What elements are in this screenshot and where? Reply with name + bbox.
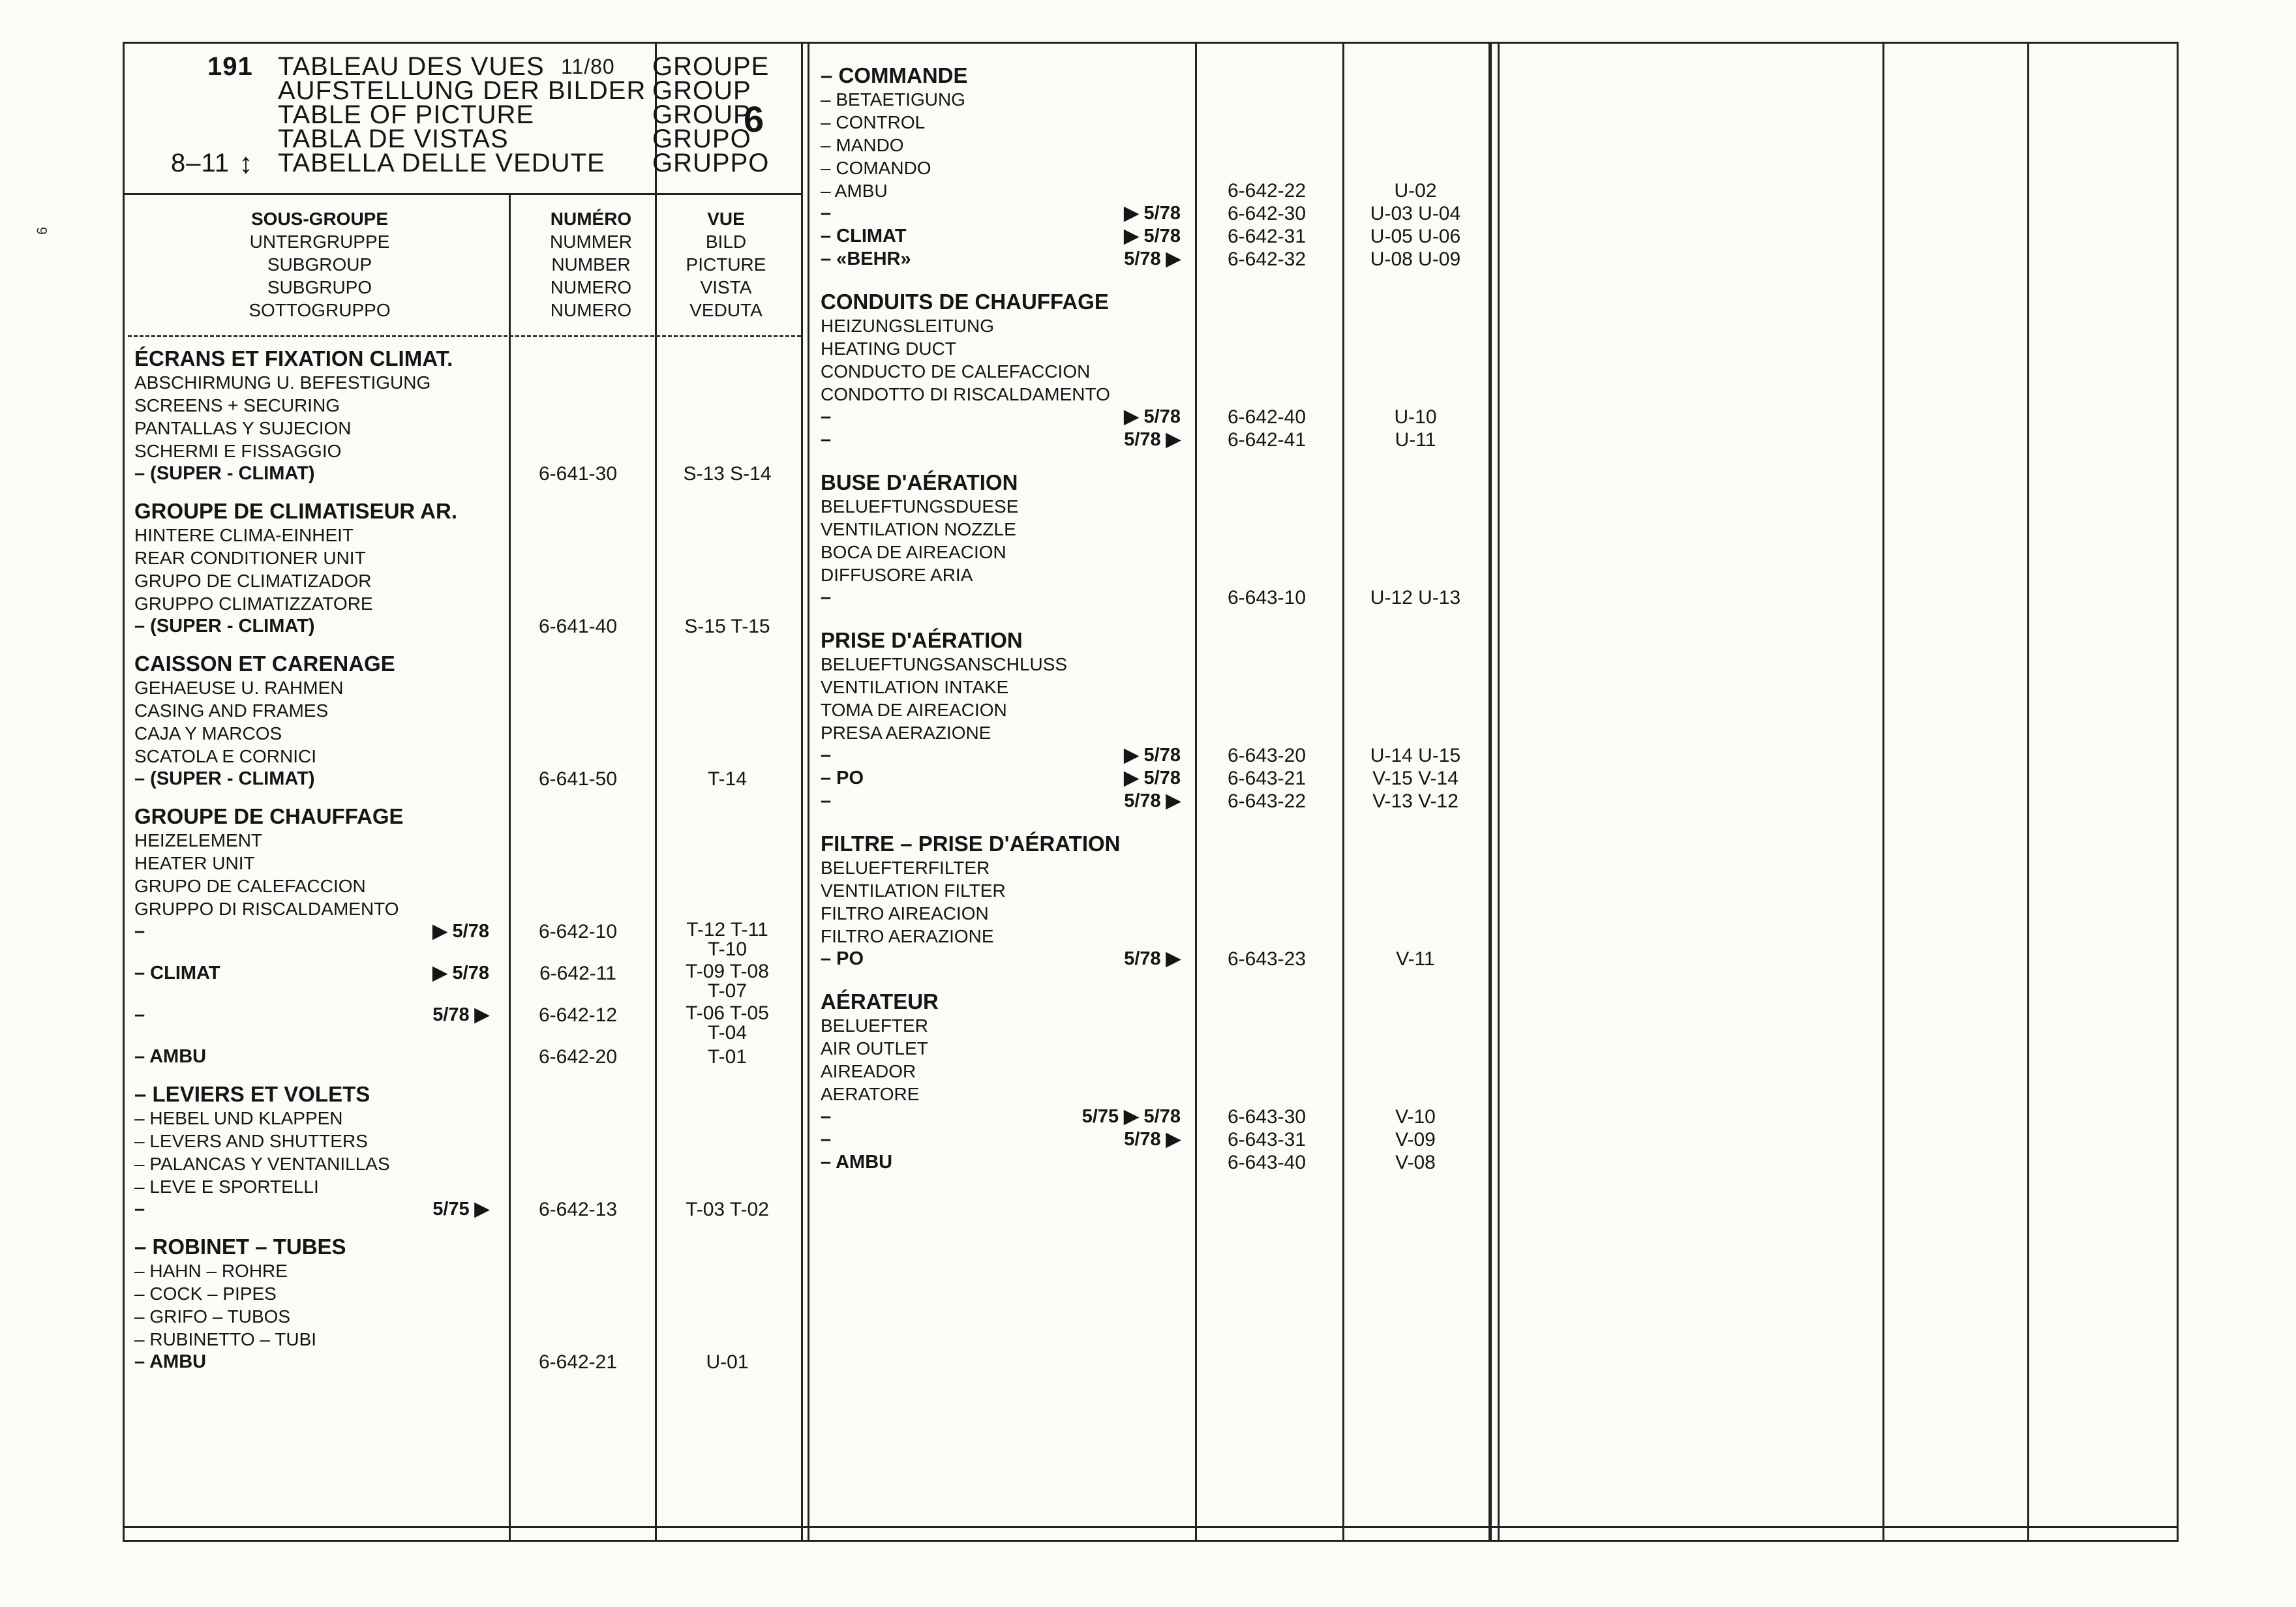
section-line: BOCA DE AIREACION <box>821 542 1006 562</box>
row-date: ▶ 5/78 <box>1124 226 1181 247</box>
subheader-rule <box>128 335 801 337</box>
row-date: 5/78 ▶ <box>1124 248 1181 269</box>
row-vue: T-03 T-02 <box>686 1199 769 1220</box>
row-vue: T-01 <box>707 1046 748 1068</box>
row-number: 6-643-31 <box>1227 1129 1307 1150</box>
row-label: – <box>134 1004 145 1025</box>
section-line: – RUBINETTO – TUBI <box>134 1329 317 1349</box>
row-label: – <box>821 203 832 224</box>
row-date: 5/75 ▶ <box>432 1199 489 1220</box>
col-vue-4: VEDUTA <box>689 300 763 320</box>
section-line: GRUPO DE CALEFACCION <box>134 876 366 896</box>
row-label: – <box>134 1199 145 1220</box>
row-label: – PO <box>821 948 864 969</box>
section-title: CONDUITS DE CHAUFFAGE <box>821 290 1109 314</box>
col-vue-2: PICTURE <box>686 254 766 275</box>
row-vue: U-03 U-04 <box>1370 203 1461 224</box>
row-number: 6-642-20 <box>538 1046 618 1068</box>
section-line: – BETAETIGUNG <box>821 89 965 110</box>
row-date: 5/75 ▶ 5/78 <box>1081 1106 1181 1127</box>
col-vue-1: BILD <box>705 232 747 252</box>
col-header-sousgroupe <box>130 207 509 322</box>
title-it: TABELLA DELLE VEDUTE <box>278 149 605 177</box>
section-line: SCATOLA E CORNICI <box>134 746 317 766</box>
row-number: 6-642-32 <box>1227 248 1307 270</box>
section-title: – COMMANDE <box>821 63 968 87</box>
section-title: AÉRATEUR <box>821 989 939 1014</box>
row-date: 5/78 ▶ <box>432 1004 489 1025</box>
section-title: BUSE D'AÉRATION <box>821 470 1018 494</box>
section-line: CONDUCTO DE CALEFACCION <box>821 361 1091 382</box>
section-line: DIFFUSORE ARIA <box>821 565 973 585</box>
section-line: AIREADOR <box>821 1061 916 1081</box>
section-line: BELUEFTERFILTER <box>821 858 990 878</box>
row-label: – (SUPER - CLIMAT) <box>134 768 315 789</box>
row-number: 6-643-22 <box>1227 790 1307 812</box>
section-line: FILTRO AERAZIONE <box>821 926 994 946</box>
section-line: – LEVE E SPORTELLI <box>134 1177 319 1197</box>
section-line: BELUEFTUNGSANSCHLUSS <box>821 654 1068 674</box>
row-vue: U-10 <box>1394 406 1437 428</box>
row-label: – <box>821 1106 832 1127</box>
row-vue: S-15 T-15 <box>684 616 770 637</box>
section-line: VENTILATION NOZZLE <box>821 519 1016 539</box>
col-num-0: NUMÉRO <box>550 209 632 229</box>
col-vue-0: VUE <box>707 209 745 229</box>
row-vue: U-05 U-06 <box>1370 226 1461 247</box>
row-date: ▶ 5/78 <box>432 921 489 942</box>
title-fr: TABLEAU DES VUES <box>278 52 545 81</box>
row-number: 6-642-10 <box>538 921 618 942</box>
section-line: SCHERMI E FISSAGGIO <box>134 441 342 461</box>
row-vue: V-10 <box>1395 1106 1436 1128</box>
section-line: GRUPO DE CLIMATIZADOR <box>134 571 372 591</box>
row-number: 6-642-41 <box>1227 429 1307 451</box>
section-line: – CONTROL <box>821 112 926 132</box>
section-line: HEATING DUCT <box>821 338 956 359</box>
row-date: ▶ 5/78 <box>1124 768 1181 788</box>
row-date: 5/78 ▶ <box>1124 790 1181 811</box>
section-title: – ROBINET – TUBES <box>134 1235 346 1259</box>
row-vue: U-02 <box>1394 180 1437 202</box>
ref-arrow-icon: ↕ <box>239 147 253 179</box>
group-de: GROUP <box>652 76 751 105</box>
row-number: 6-642-21 <box>538 1351 618 1373</box>
row-label: – <box>821 429 832 450</box>
row-vue: V-11 <box>1396 948 1435 970</box>
row-number: 6-642-31 <box>1227 226 1307 247</box>
row-vue: T-06 T-05 T-04 <box>686 1002 769 1044</box>
column-rule <box>1498 42 1500 1542</box>
section-line: SCREENS + SECURING <box>134 395 340 415</box>
row-label: – AMBU <box>134 1351 207 1372</box>
section-line: VENTILATION FILTER <box>821 880 1006 901</box>
col-vue-3: VISTA <box>700 277 752 297</box>
section-line: HINTERE CLIMA-EINHEIT <box>134 525 354 545</box>
row-label: – <box>821 1129 832 1150</box>
row-label: – <box>821 745 832 766</box>
section-title: CAISSON ET CARENAGE <box>134 652 395 676</box>
row-number: 6-643-30 <box>1227 1106 1307 1128</box>
row-number: 6-642-12 <box>538 1004 618 1026</box>
row-vue: T-12 T-11 T-10 <box>686 919 768 960</box>
row-date: 5/78 ▶ <box>1124 1129 1181 1150</box>
ref-code: 8–11 <box>171 149 230 177</box>
row-vue: U-08 U-09 <box>1370 248 1461 270</box>
section-line: BELUEFTER <box>821 1015 928 1036</box>
row-number: 6-643-20 <box>1227 745 1307 766</box>
section-line: – HEBEL UND KLAPPEN <box>134 1108 343 1128</box>
row-label: – CLIMAT <box>134 963 220 984</box>
col-num-4: NUMERO <box>550 300 632 320</box>
section-title: PRISE D'AÉRATION <box>821 628 1023 652</box>
title-de: AUFSTELLUNG DER BILDER <box>278 76 646 105</box>
row-number: 6-642-30 <box>1227 203 1307 224</box>
row-vue: V-09 <box>1395 1129 1436 1150</box>
section-title: ÉCRANS ET FIXATION CLIMAT. <box>134 346 453 370</box>
row-number: 6-643-23 <box>1227 948 1307 970</box>
row-label: – (SUPER - CLIMAT) <box>134 463 315 484</box>
column-rule <box>509 193 511 1542</box>
section-line: – COMANDO <box>821 158 931 178</box>
col-sg-1: UNTERGRUPPE <box>249 232 390 252</box>
row-label: – <box>821 790 832 811</box>
row-vue: U-01 <box>706 1351 749 1373</box>
header-titles <box>278 52 646 177</box>
row-label: – AMBU <box>134 1046 207 1067</box>
row-vue: U-12 U-13 <box>1370 587 1461 608</box>
section-line: GRUPPO DI RISCALDAMENTO <box>134 899 399 919</box>
section-line: AERATORE <box>821 1084 920 1104</box>
section-line: VENTILATION INTAKE <box>821 677 1009 697</box>
row-number: 6-641-50 <box>538 768 618 790</box>
row-label: – CLIMAT <box>821 226 907 247</box>
header-rule <box>123 193 801 195</box>
row-vue: V-13 V-12 <box>1372 790 1458 812</box>
col-num-2: NUMBER <box>551 254 631 275</box>
row-number: 6-643-21 <box>1227 768 1307 789</box>
row-vue: V-08 <box>1395 1152 1436 1173</box>
section-line: – MANDO <box>821 135 904 155</box>
col-num-1: NUMMER <box>550 232 632 252</box>
section-line: FILTRO AIREACION <box>821 903 989 924</box>
row-number: 6-643-10 <box>1227 587 1307 608</box>
group-it: GRUPPO <box>652 149 770 177</box>
column-rule <box>1342 42 1344 1542</box>
row-vue: V-15 V-14 <box>1372 768 1458 789</box>
column-rule <box>2027 42 2029 1542</box>
section-line: CASING AND FRAMES <box>134 700 329 721</box>
row-date: ▶ 5/78 <box>432 963 489 984</box>
row-label: – <box>821 587 832 608</box>
row-number: 6-641-40 <box>538 616 618 637</box>
row-label: – <box>821 406 832 427</box>
group-number: 6 <box>744 98 764 140</box>
group-en: GROUP <box>652 100 751 129</box>
footer-rule <box>123 1526 2179 1528</box>
row-label: – <box>134 921 145 942</box>
section-line: GRUPPO CLIMATIZZATORE <box>134 593 373 614</box>
row-label: – AMBU <box>821 1152 893 1173</box>
section-line: CONDOTTO DI RISCALDAMENTO <box>821 384 1110 404</box>
col-sg-0: SOUS-GROUPE <box>250 209 389 229</box>
section-line: – GRIFO – TUBOS <box>134 1306 291 1327</box>
col-sg-3: SUBGRUPO <box>267 277 372 297</box>
row-number: 6-642-22 <box>1227 180 1307 202</box>
row-date: 5/78 ▶ <box>1124 948 1181 969</box>
group-es: GRUPO <box>652 125 751 153</box>
section-line: PANTALLAS Y SUJECION <box>134 418 352 438</box>
row-vue: S-13 S-14 <box>683 463 772 485</box>
header-date: 11/80 <box>561 55 615 78</box>
column-rule <box>1490 42 1492 1542</box>
row-vue: U-11 <box>1395 429 1436 451</box>
column-rule <box>1882 42 1884 1542</box>
row-label: – PO <box>821 768 864 788</box>
section-line: – PALANCAS Y VENTANILLAS <box>134 1154 390 1174</box>
row-label: – «BEHR» <box>821 248 911 269</box>
row-date: ▶ 5/78 <box>1124 203 1181 224</box>
row-vue: T-09 T-08 T-07 <box>686 961 769 1002</box>
group-fr: GROUPE <box>652 52 770 81</box>
section-line: PRESA AERAZIONE <box>821 723 991 743</box>
row-date: ▶ 5/78 <box>1124 745 1181 766</box>
section-line: AIR OUTLET <box>821 1038 928 1059</box>
section-line: ABSCHIRMUNG U. BEFESTIGUNG <box>134 372 431 393</box>
row-date: ▶ 5/78 <box>1124 406 1181 427</box>
section-line: REAR CONDITIONER UNIT <box>134 548 366 568</box>
row-number: 6-642-13 <box>538 1199 618 1220</box>
column-rule <box>1195 42 1197 1542</box>
row-number: 6-642-11 <box>539 963 616 984</box>
column-rule <box>801 42 803 1542</box>
section-line: HEIZELEMENT <box>134 830 263 850</box>
col-num-3: NUMERO <box>550 277 632 297</box>
section-title: – LEVIERS ET VOLETS <box>134 1082 370 1106</box>
section-line: HEATER UNIT <box>134 853 255 873</box>
section-title: GROUPE DE CLIMATISEUR AR. <box>134 499 458 523</box>
row-vue: U-14 U-15 <box>1370 745 1461 766</box>
section-line: CAJA Y MARCOS <box>134 723 282 743</box>
col-sg-2: SUBGROUP <box>267 254 372 275</box>
row-number: 6-642-40 <box>1227 406 1307 428</box>
page-number: 191 <box>207 52 253 81</box>
section-line: – AMBU <box>821 181 888 201</box>
row-vue: T-14 <box>707 768 748 790</box>
section-title: GROUPE DE CHAUFFAGE <box>134 804 404 828</box>
section-line: TOMA DE AIREACION <box>821 700 1007 720</box>
row-date: 5/78 ▶ <box>1124 429 1181 450</box>
title-es: TABLA DE VISTAS <box>278 125 509 153</box>
col-sg-4: SOTTOGRUPPO <box>249 300 391 320</box>
title-en: TABLE OF PICTURE <box>278 100 535 129</box>
column-rule <box>808 42 809 1542</box>
margin-code: 6 <box>34 226 50 235</box>
col-header-numero <box>526 207 656 322</box>
row-number: 6-641-30 <box>538 463 618 485</box>
row-label: – (SUPER - CLIMAT) <box>134 616 315 637</box>
section-line: – HAHN – ROHRE <box>134 1261 288 1281</box>
section-line: – COCK – PIPES <box>134 1284 277 1304</box>
section-line: HEIZUNGSLEITUNG <box>821 316 995 336</box>
col-header-vue <box>657 207 794 322</box>
row-number: 6-643-40 <box>1227 1152 1307 1173</box>
section-line: – LEVERS AND SHUTTERS <box>134 1131 368 1151</box>
section-line: GEHAEUSE U. RAHMEN <box>134 678 344 698</box>
section-title: FILTRE – PRISE D'AÉRATION <box>821 832 1121 856</box>
section-line: BELUEFTUNGSDUESE <box>821 496 1019 517</box>
